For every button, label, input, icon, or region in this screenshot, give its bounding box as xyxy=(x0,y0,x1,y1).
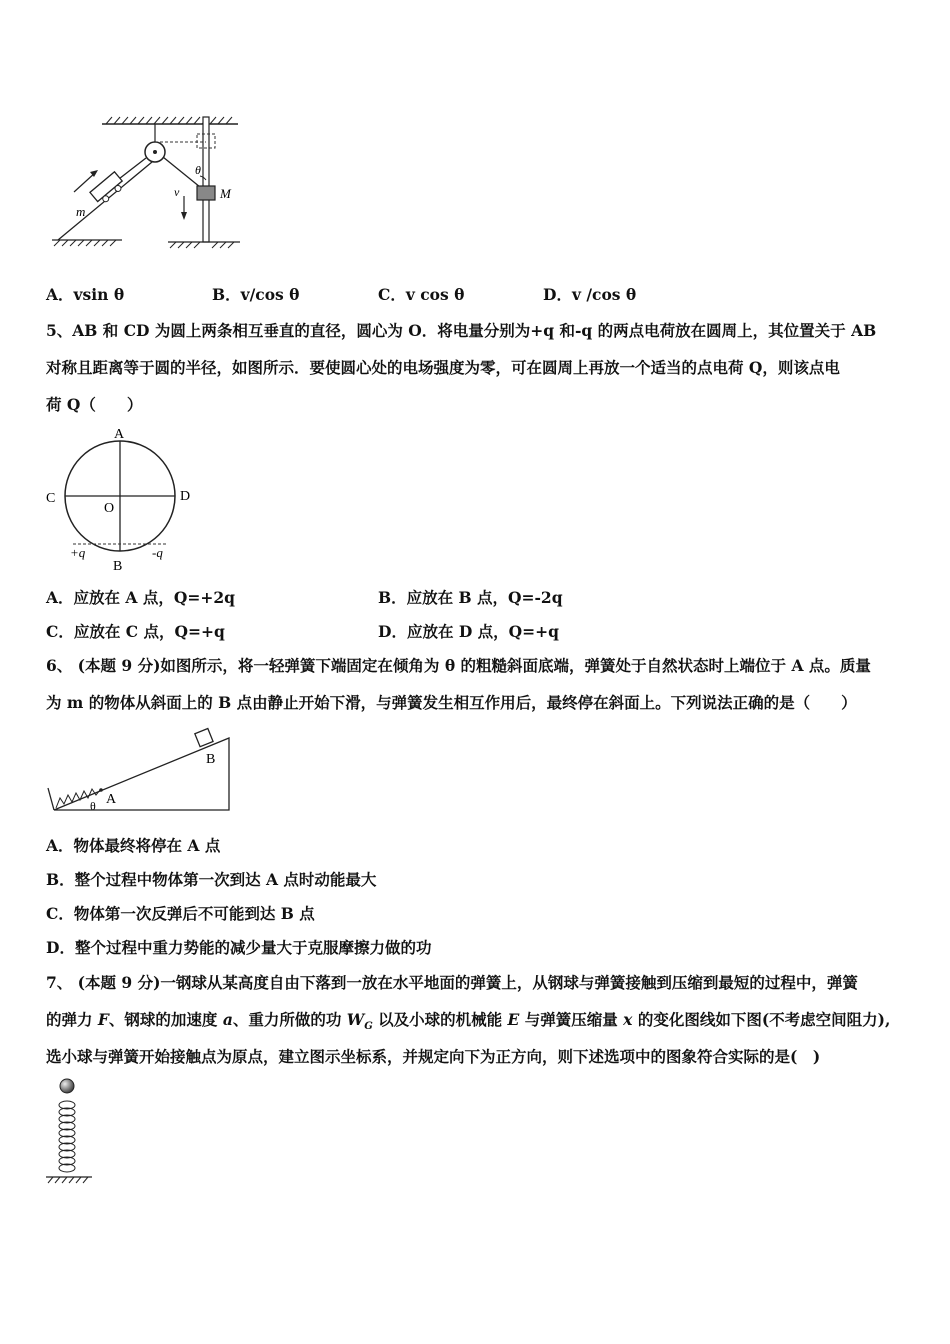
q7-stem-line1: 7、 (本题 9 分)一钢球从某高度自由下落到一放在水平地面的弹簧上，从钢球与弹簧接触到压缩到最短的过程中，弹簧 xyxy=(46,973,858,992)
q6-option-a[interactable]: A．物体最终将停在 A 点 xyxy=(46,836,221,855)
q7-var-E: E xyxy=(507,1010,520,1029)
q4-option-b[interactable]: B．v/cos θ xyxy=(212,285,300,304)
incline-figure xyxy=(40,722,240,817)
q7-var-G: G xyxy=(364,1021,373,1033)
q7-text-f: 的变化图线如下图(不考虑空间阻力), xyxy=(632,1010,891,1029)
q4-option-d[interactable]: D．v /cos θ xyxy=(543,285,637,304)
q5-stem-line2: 对称且距离等于圆的半径，如图所示．要使圆心处的电场强度为零，可在圆周上再放一个适当的点电荷 Q，则该点电 xyxy=(46,358,840,377)
label-M: M xyxy=(220,186,231,201)
q5-stem-line1: 5、AB 和 CD 为圆上两条相互垂直的直径，圆心为 O．将电量分别为+q 和-q 的两点电荷放在圆周上，其位置关于 AB xyxy=(46,321,877,340)
q5-option-d[interactable]: D．应放在 D 点，Q=+q xyxy=(378,622,559,641)
label-plus-q: +q xyxy=(70,545,86,560)
label-theta: θ xyxy=(195,163,201,177)
q7-stem-line2 xyxy=(46,1010,890,1037)
label-B: B xyxy=(206,752,216,767)
q6-stem-line2: 为 m 的物体从斜面上的 B 点由静止开始下滑，与弹簧发生相互作用后，最终停在斜面上。下列说法正确的是（ ） xyxy=(46,693,857,712)
q7-var-a: a xyxy=(222,1010,233,1029)
label-O: O xyxy=(104,501,115,516)
q7-text-e: 与弹簧压缩量 xyxy=(519,1010,624,1029)
q7-var-W: W xyxy=(346,1010,365,1029)
q7-text-d: 以及小球的机械能 xyxy=(372,1010,508,1029)
q7-text-b: 、钢球的加速度 xyxy=(108,1010,223,1029)
label-D: D xyxy=(180,489,191,504)
label-C: C xyxy=(46,491,56,506)
q5-option-a[interactable]: A．应放在 A 点，Q=+2q xyxy=(46,588,235,607)
q7-stem-line3: 选小球与弹簧开始接触点为原点，建立图示坐标系，并规定向下为正方向，则下述选项中的图象符合实际的是( ) xyxy=(46,1047,821,1066)
q6-stem-line1: 6、 (本题 9 分)如图所示，将一轻弹簧下端固定在倾角为 θ 的粗糙斜面底端，弹簧处于自然状态时上端位于 A 点。质量 xyxy=(46,656,871,675)
circle-figure xyxy=(40,425,205,575)
q7-var-x: x xyxy=(623,1010,633,1029)
q4-option-c[interactable]: C．v cos θ xyxy=(378,285,465,304)
label-B: B xyxy=(113,559,123,574)
q7-var-F: F xyxy=(97,1010,109,1029)
pulley-figure xyxy=(40,92,245,252)
label-m: m xyxy=(76,204,86,219)
spring-ball-figure xyxy=(40,1072,100,1190)
label-theta: θ xyxy=(90,799,96,813)
q5-stem-line3: 荷 Q（ ） xyxy=(46,395,143,414)
q7-text-a: 的弹力 xyxy=(46,1010,98,1029)
q6-option-c[interactable]: C．物体第一次反弹后不可能到达 B 点 xyxy=(46,904,315,923)
q5-option-b[interactable]: B．应放在 B 点，Q=-2q xyxy=(378,588,563,607)
label-A: A xyxy=(114,427,125,442)
q6-option-d[interactable]: D．整个过程中重力势能的减少量大于克服摩擦力做的功 xyxy=(46,938,432,957)
label-A: A xyxy=(106,792,117,807)
q4-option-a[interactable]: A．vsin θ xyxy=(46,285,125,304)
q6-option-b[interactable]: B．整个过程中物体第一次到达 A 点时动能最大 xyxy=(46,870,377,889)
q7-text-c: 、重力所做的功 xyxy=(232,1010,347,1029)
label-v: v xyxy=(174,185,180,199)
q5-option-c[interactable]: C．应放在 C 点，Q=+q xyxy=(46,622,225,641)
label-minus-q: -q xyxy=(152,545,163,560)
